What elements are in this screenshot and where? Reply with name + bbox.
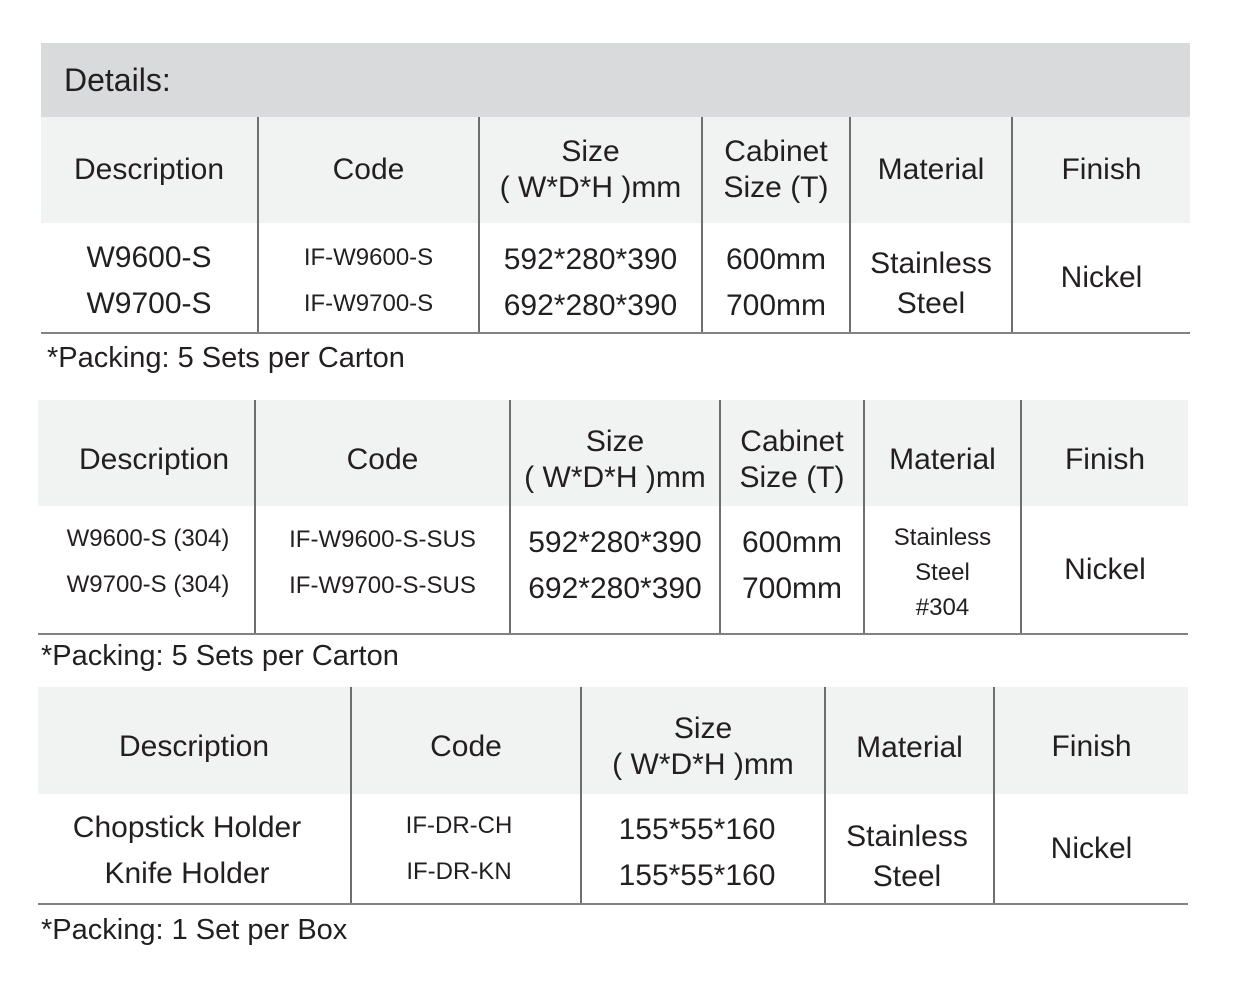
cell-text: IF-DR-KN [406, 858, 512, 885]
cell-text: Code [430, 730, 502, 763]
size-cell [582, 807, 812, 899]
cell-text: Material [889, 443, 996, 476]
size-cell [511, 520, 719, 612]
cell-text: Chopstick Holder [72, 811, 302, 844]
cell-text: Description [78, 443, 230, 476]
cell-text: 155*55*160 [618, 813, 776, 846]
cell-text: 700mm [725, 289, 827, 322]
cell-text: ( W*D*H )mm [499, 171, 682, 204]
cell-text: Steel [872, 860, 942, 893]
cell-text: Material [856, 731, 963, 764]
header-size [511, 400, 719, 520]
cell-text: Code [346, 443, 419, 476]
cell-text: 592*280*390 [528, 526, 702, 559]
cell-text: 592*280*390 [503, 243, 678, 276]
product-table-3 [38, 687, 1188, 905]
details-header-bar [41, 43, 1190, 117]
product-table-2 [38, 400, 1188, 635]
cell-text: #304 [915, 594, 970, 621]
cell-text: ( W*D*H )mm [612, 748, 794, 781]
cell-text: 692*280*390 [503, 289, 678, 322]
header-size [582, 687, 824, 807]
cell-text: Nickel [1050, 832, 1133, 865]
header-finish [1013, 117, 1190, 223]
cell-text: Material [877, 153, 985, 186]
cell-text: W9700-S (304) [66, 571, 230, 598]
description-cell [38, 516, 258, 608]
header-material [826, 687, 993, 809]
header-code [256, 400, 509, 520]
material-cell [826, 817, 988, 897]
header-code [352, 687, 580, 807]
header-code [259, 117, 478, 223]
cell-text: Steel [896, 287, 966, 320]
packing-note-1: *Packing: 5 Sets per Carton [47, 342, 405, 374]
cell-text: Size [585, 425, 645, 458]
header-cabinet-size [721, 400, 863, 520]
cell-text: 700mm [741, 572, 843, 605]
header-size [480, 117, 701, 223]
cell-text: Nickel [1060, 261, 1143, 294]
cell-text: Finish [1064, 443, 1146, 476]
finish-cell [1013, 223, 1190, 333]
cabinet-size-cell [721, 520, 863, 612]
table-bottom-rule [38, 633, 1188, 635]
cell-text: IF-DR-CH [405, 812, 513, 839]
cell-text: Knife Holder [104, 857, 270, 890]
cell-text: Description [118, 730, 270, 763]
code-cell [256, 517, 509, 609]
header-finish [1022, 400, 1188, 520]
size-cell [480, 237, 701, 329]
cell-text: Cabinet [740, 425, 844, 458]
cell-text: 600mm [725, 243, 827, 276]
description-cell [38, 805, 336, 897]
cell-text: W9600-S [86, 241, 212, 274]
cell-text: IF-W9700-S-SUS [289, 572, 476, 599]
product-table-1 [41, 117, 1190, 334]
cell-text: 155*55*160 [618, 859, 776, 892]
cabinet-size-cell [703, 237, 849, 329]
cell-text: 692*280*390 [528, 572, 702, 605]
description-cell [41, 235, 257, 327]
cell-text: Stainless [870, 247, 992, 280]
header-description [38, 687, 350, 807]
details-title: Details: [64, 62, 171, 98]
cell-text: Size [673, 712, 733, 745]
material-cell [851, 244, 1011, 324]
cell-text: ( W*D*H )mm [524, 461, 706, 494]
code-cell [259, 235, 478, 327]
cell-text: IF-W9600-S-SUS [289, 526, 476, 553]
header-description [38, 400, 270, 520]
header-finish [995, 687, 1188, 807]
cell-text: IF-W9600-S [303, 244, 434, 271]
cell-text: W9700-S [86, 287, 212, 320]
cell-text: IF-W9700-S [303, 290, 434, 317]
header-description [41, 117, 257, 223]
cell-text: Size (T) [739, 461, 845, 494]
code-cell [352, 803, 566, 895]
cell-text: Nickel [1064, 553, 1146, 586]
header-cabinet-size [703, 117, 849, 223]
cell-text: Description [73, 153, 225, 186]
cell-text: 600mm [741, 526, 843, 559]
cell-text: Steel [915, 559, 970, 586]
cell-text: Stainless [893, 524, 992, 551]
cell-text: Finish [1061, 153, 1142, 186]
cell-text: Code [332, 153, 405, 186]
material-cell [865, 520, 1020, 625]
cell-text: Size [561, 135, 620, 168]
cell-text: Stainless [846, 820, 968, 853]
header-material [851, 117, 1011, 223]
finish-cell [1022, 506, 1188, 634]
finish-cell [995, 794, 1188, 904]
packing-note-3: *Packing: 1 Set per Box [41, 914, 348, 946]
cell-text: W9600-S (304) [66, 525, 230, 552]
header-material [865, 400, 1020, 520]
cell-text: Finish [1051, 730, 1132, 763]
packing-note-2: *Packing: 5 Sets per Carton [41, 640, 399, 672]
cell-text: Size (T) [723, 171, 829, 204]
cell-text: Cabinet [724, 135, 828, 168]
